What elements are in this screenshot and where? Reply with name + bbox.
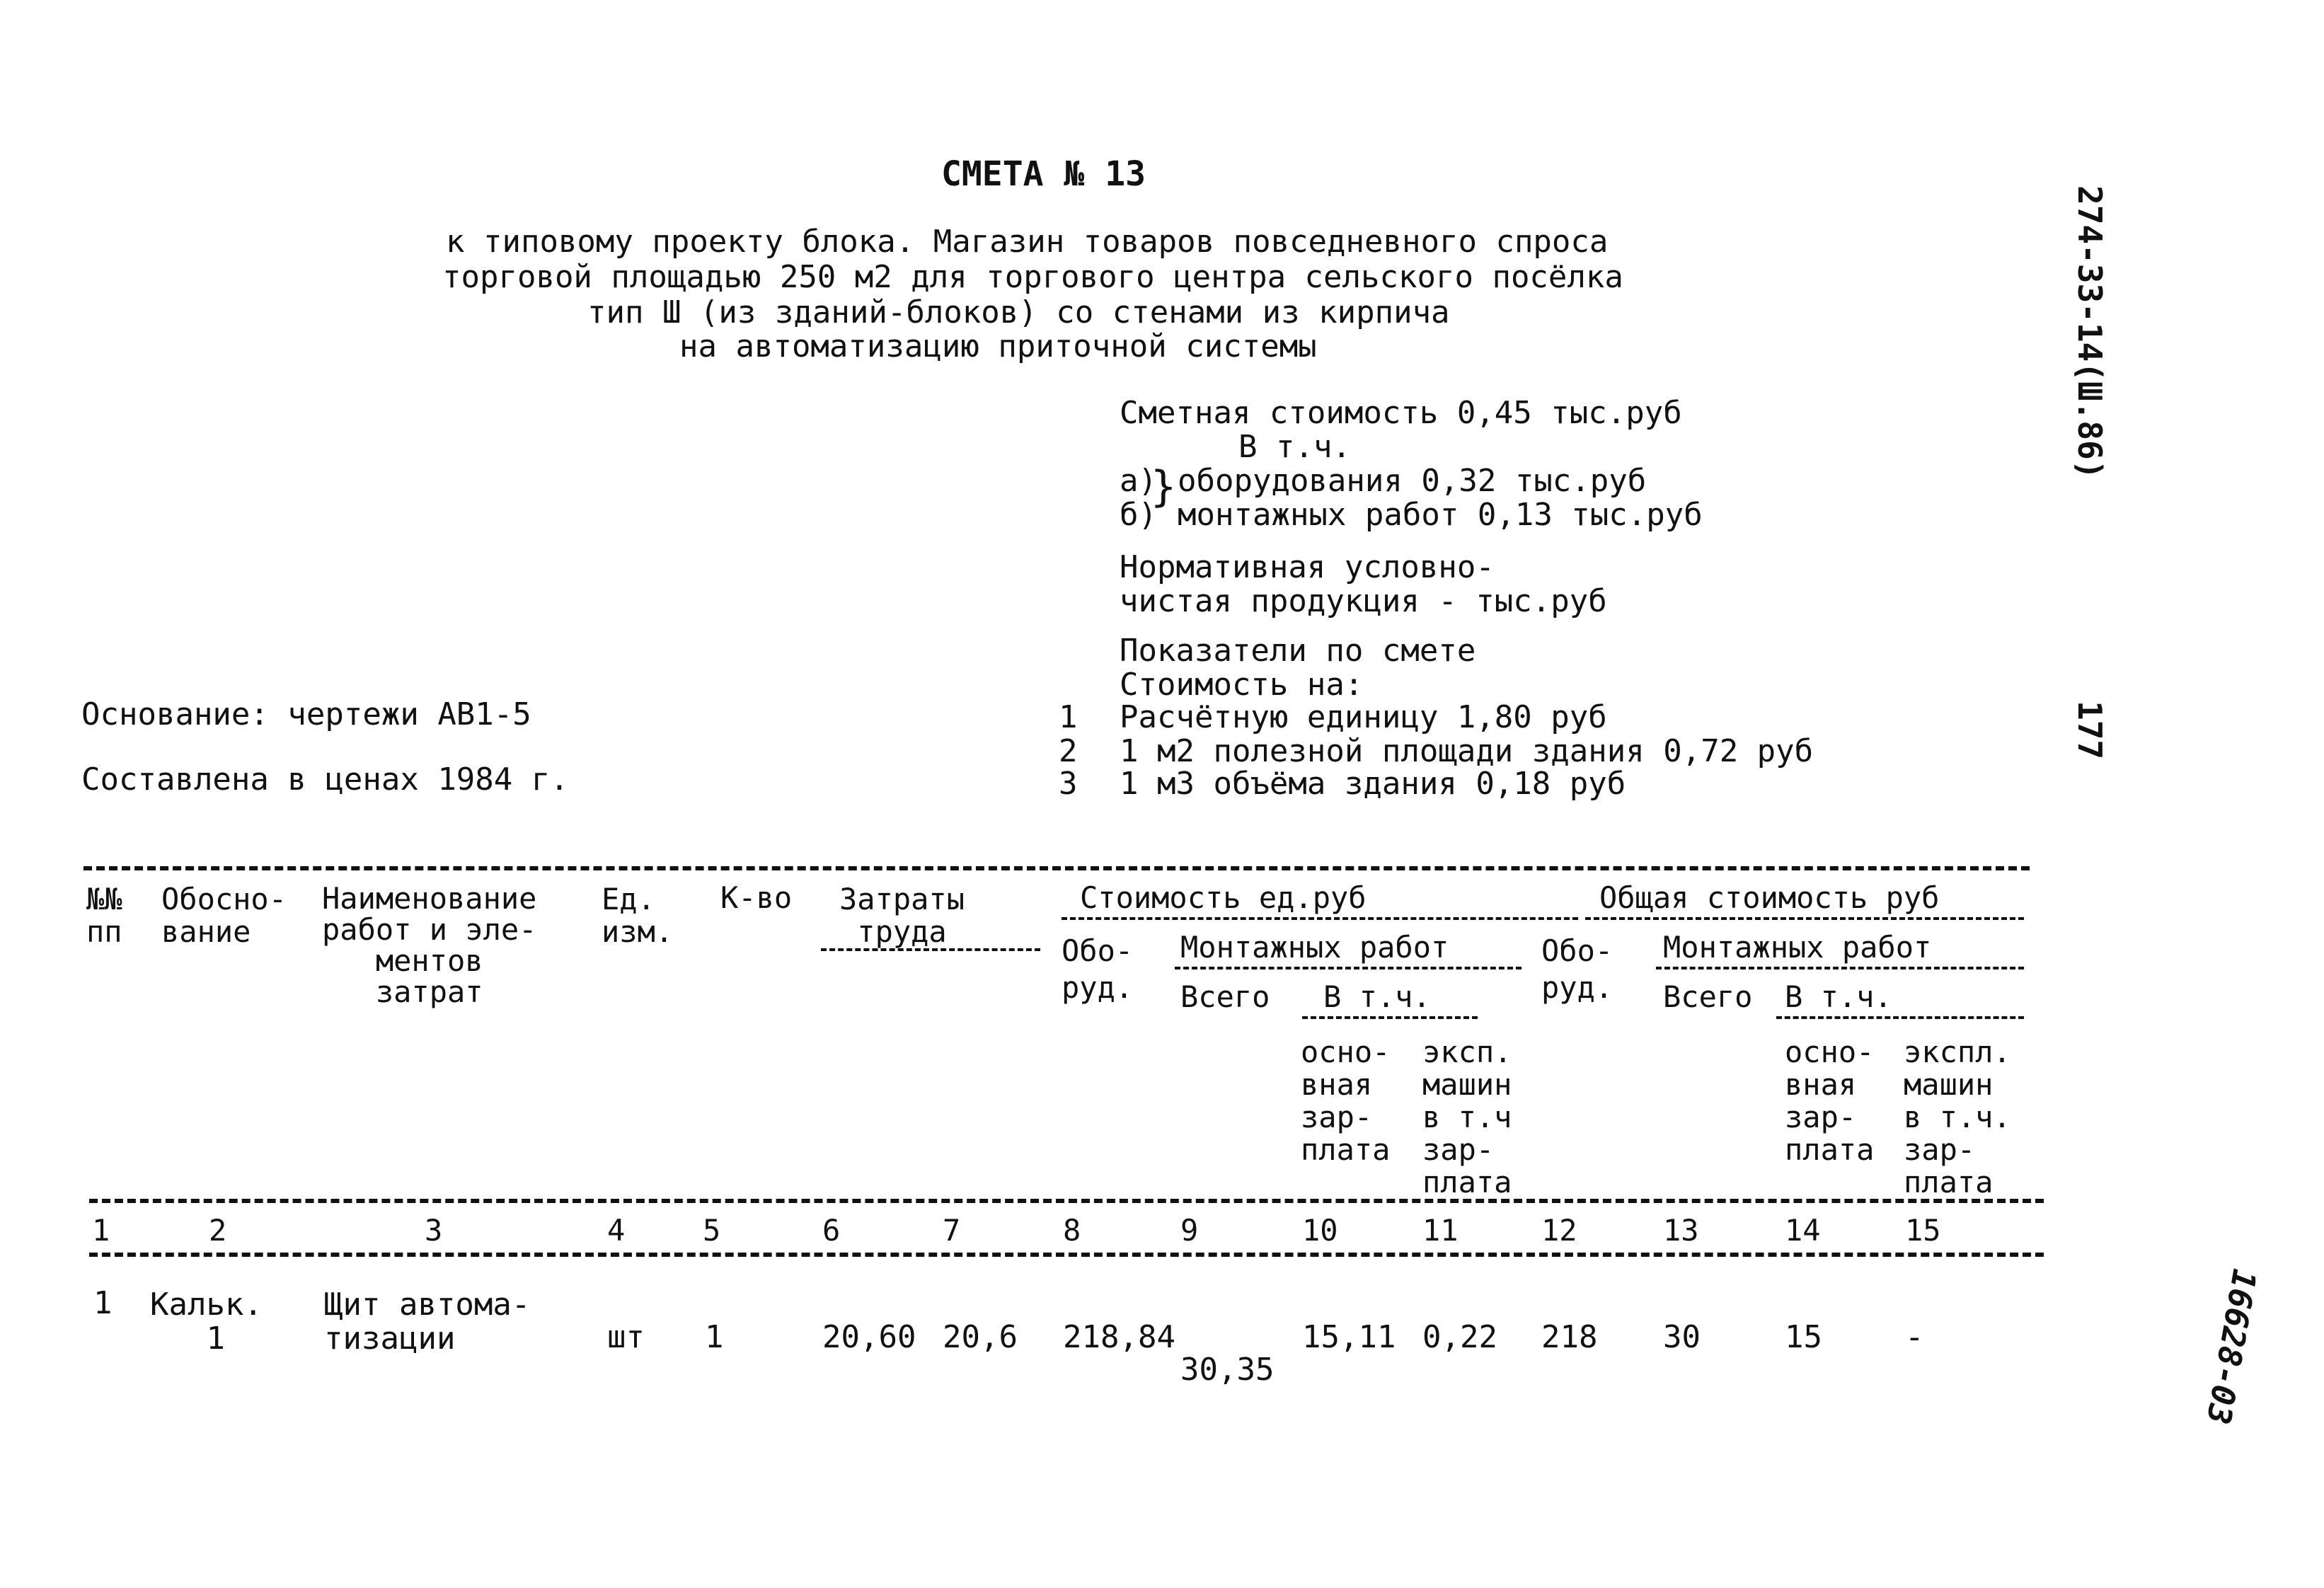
indicator-num-1: 1 xyxy=(1059,699,1078,735)
table-colnum-rule xyxy=(89,1253,2044,1257)
header-wage-total: осно- вная зар- плата xyxy=(1785,1035,1875,1167)
equipment-cost: оборудования 0,32 тыс.руб xyxy=(1178,463,1647,499)
row-equip-total: 218 xyxy=(1541,1319,1598,1355)
header-mach-total: экспл. машин в т.ч. зар- плата xyxy=(1904,1035,2011,1199)
header-num: №№ пп xyxy=(86,882,122,949)
prices-line: Составлена в ценах 1984 г. xyxy=(81,761,569,798)
colnum-7: 7 xyxy=(943,1213,961,1248)
installation-cost: монтажных работ 0,13 тыс.руб xyxy=(1178,497,1703,533)
estimate-including: В т.ч. xyxy=(1238,429,1351,465)
equipment-label: а) xyxy=(1120,463,1157,499)
table-top-rule xyxy=(84,866,2030,870)
basis-line: Основание: чертежи АВ1-5 xyxy=(81,696,531,732)
subtitle-line-2: торговой площадью 250 м2 для торгового центра сельского посёлка xyxy=(442,259,1623,295)
colnum-10: 10 xyxy=(1302,1213,1338,1248)
total-cost-underline xyxy=(1585,917,2024,920)
row-install-total: 30,35 xyxy=(1180,1352,1275,1388)
incl-unit-underline xyxy=(1302,1016,1478,1019)
header-name: Наименование работ и эле- ментов затрат xyxy=(322,881,537,1009)
colnum-3: 3 xyxy=(425,1213,443,1248)
header-mach-unit: эксп. машин в т.ч зар- плата xyxy=(1422,1035,1512,1199)
colnum-6: 6 xyxy=(822,1213,841,1248)
nucp-line-2: чистая продукция - тыс.руб xyxy=(1120,583,1607,619)
install-unit-underline xyxy=(1175,967,1521,970)
row-labor-unit: 20,60 xyxy=(822,1319,916,1355)
colnum-4: 4 xyxy=(607,1213,626,1248)
row-labor-total: 20,6 xyxy=(943,1319,1018,1355)
header-basis: Обосно- вание xyxy=(161,882,287,949)
subtitle-line-1: к типовому проекту блока. Магазин товаров повседневного спроса xyxy=(446,224,1609,260)
brace-icon: } xyxy=(1151,462,1177,512)
row-basis: Кальк. 1 xyxy=(150,1287,263,1357)
header-equip-total: Обо- руд. xyxy=(1541,933,1613,1005)
colnum-13: 13 xyxy=(1663,1213,1699,1248)
unit-cost-underline xyxy=(1062,917,1578,920)
row-machines: 0,22 xyxy=(1422,1319,1497,1355)
row-qty: 1 xyxy=(705,1319,724,1355)
indicator-text-2: 1 м2 полезной площади здания 0,72 руб xyxy=(1120,733,1814,769)
colnum-5: 5 xyxy=(703,1213,721,1248)
installation-label: б) xyxy=(1120,497,1157,533)
incl-total-underline xyxy=(1776,1016,2024,1019)
header-total-total: Всего xyxy=(1663,979,1753,1014)
colnum-15: 15 xyxy=(1905,1213,1941,1248)
indicator-num-3: 3 xyxy=(1059,766,1078,802)
install-total-underline xyxy=(1656,967,2024,970)
table-header-bottom-rule xyxy=(89,1199,2044,1203)
row-machines-total: - xyxy=(1905,1319,1924,1355)
subtitle-line-3: тип Ш (из зданий-блоков) со стенами из кирпича xyxy=(587,294,1450,330)
header-install-total: Монтажных работ xyxy=(1663,930,1932,965)
row-install-total-sum: 30 xyxy=(1663,1319,1701,1355)
header-incl-total: В т.ч. xyxy=(1785,979,1892,1014)
colnum-1: 1 xyxy=(92,1213,110,1248)
row-num: 1 xyxy=(93,1285,113,1321)
subtitle-line-4: на автоматизацию приточной системы xyxy=(679,328,1317,364)
header-install-unit: Монтажных работ xyxy=(1180,930,1449,965)
cost-on-heading: Стоимость на: xyxy=(1120,667,1364,703)
header-total-unit: Всего xyxy=(1180,979,1270,1014)
page-number: 177 xyxy=(2071,701,2109,760)
header-wage-unit: осно- вная зар- плата xyxy=(1301,1035,1391,1167)
archive-stamp: 16628-03 xyxy=(2199,1266,2265,1427)
document-code: 274-33-14(Ш.86) xyxy=(2071,185,2109,480)
row-unit: шт xyxy=(607,1319,645,1355)
indicator-num-2: 2 xyxy=(1059,733,1078,769)
colnum-2: 2 xyxy=(209,1213,227,1248)
header-equip-unit: Обо- руд. xyxy=(1062,933,1134,1005)
header-labor: Затраты труда xyxy=(839,882,965,949)
nucp-line-1: Нормативная условно- xyxy=(1120,549,1495,585)
row-wage-total: 15 xyxy=(1785,1319,1822,1355)
indicator-text-3: 1 м3 объёма здания 0,18 руб xyxy=(1120,766,1626,802)
indicator-text-1: Расчётную единицу 1,80 руб xyxy=(1120,699,1607,735)
colnum-8: 8 xyxy=(1063,1213,1081,1248)
header-qty: К-во xyxy=(720,880,793,915)
header-unit-cost: Стоимость ед.руб xyxy=(1080,880,1367,915)
header-unit: Ед. изм. xyxy=(602,882,674,949)
estimate-cost: Сметная стоимость 0,45 тыс.руб xyxy=(1120,395,1682,431)
row-name: Щит автома- тизации xyxy=(324,1287,531,1357)
document-title: СМЕТА № 13 xyxy=(941,154,1146,194)
colnum-11: 11 xyxy=(1422,1213,1459,1248)
colnum-9: 9 xyxy=(1180,1213,1199,1248)
header-incl-unit: В т.ч. xyxy=(1323,979,1431,1014)
colnum-14: 14 xyxy=(1785,1213,1821,1248)
row-wage: 15,11 xyxy=(1302,1319,1396,1355)
labor-underline xyxy=(821,948,1040,951)
row-equip-unit: 218,84 xyxy=(1063,1319,1175,1355)
indicators-heading: Показатели по смете xyxy=(1120,633,1476,669)
header-total-cost: Общая стоимость руб xyxy=(1599,880,1940,915)
colnum-12: 12 xyxy=(1541,1213,1577,1248)
